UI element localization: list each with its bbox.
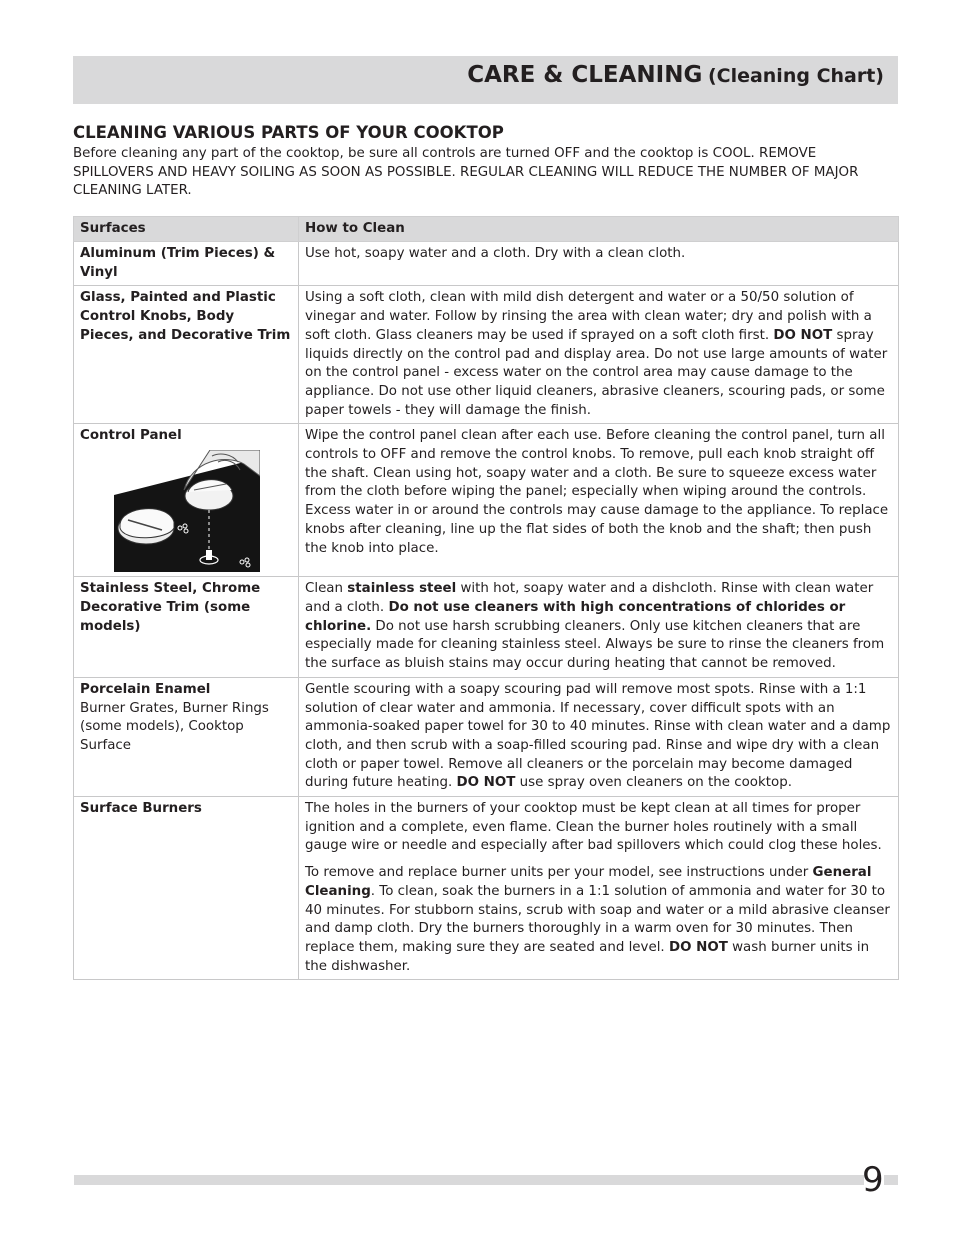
text-run: Do not use harsh scrubbing cleaners. Only use kitchen cleaners that are especially made for cleaning stainless steel. Always be sure to rinse the cleaners from the surface as bluish stains may occur during heating that cannot be removed. (305, 618, 885, 672)
how-to-clean-cell (299, 677, 899, 796)
paragraph (305, 864, 892, 976)
how-to-clean-cell (299, 577, 899, 678)
surface-sublabel: Burner Grates, Burner Rings (some models), Cooktop Surface (80, 700, 269, 753)
table-row (74, 286, 899, 424)
page-number: 9 (862, 1160, 884, 1200)
warning-text: Do not use cleaners with high concentrations of chlorides or chlorine. (305, 600, 846, 634)
table-row (74, 424, 899, 577)
table-header-row (74, 217, 899, 242)
text-run: use spray oven cleaners on the cooktop. (519, 775, 792, 791)
emphasis-text: stainless steel (347, 581, 457, 597)
page-title (467, 62, 884, 88)
page-title-main: CARE & CLEANING (467, 62, 703, 88)
surface-label: Control Panel (80, 428, 182, 444)
footer-bar (74, 1175, 864, 1185)
warning-text: DO NOT (773, 327, 833, 343)
intro-paragraph: Before cleaning any part of the cooktop, be sure all controls are turned OFF and the cooktop is COOL. REMOVE SPILLOVERS AND HEAVY SOILING AS SOON AS POSSIBLE. REGULAR CLEANING WILL REDUCE THE NUMBER OF MAJOR CLEANING LATER. (73, 146, 859, 199)
warning-text: DO NOT (456, 775, 516, 791)
cross-reference: General Cleaning (305, 865, 872, 899)
how-to-clean-cell (299, 797, 899, 980)
footer-bar-end (884, 1175, 898, 1185)
surface-cell: Glass, Painted and Plastic Control Knobs, Body Pieces, and Decorative Trim (74, 286, 299, 424)
page-title-sub: (Cleaning Chart) (707, 65, 884, 87)
surface-cell (74, 677, 299, 796)
header-bar (73, 56, 898, 104)
column-header-how-to-clean: How to Clean (299, 217, 899, 242)
section-title: CLEANING VARIOUS PARTS OF YOUR COOKTOP (73, 123, 504, 142)
text-run: wash burner units in the dishwasher. (305, 939, 870, 974)
text-run: . To clean, soak the burners in a 1:1 solution of ammonia and water for 30 to 40 minutes. For stubborn stains, scrub with soap and water or a mild abrasive cleanser and damp cloth. Dry the burners thoroughly in a warm oven for 30 minutes. Then replace them, making sure they are seated and level. (305, 883, 890, 955)
how-to-clean-cell (299, 286, 899, 424)
surface-cell: Aluminum (Trim Pieces) & Vinyl (74, 242, 299, 286)
surface-cell: Surface Burners (74, 797, 299, 980)
surface-cell (74, 424, 299, 577)
text-run: To remove and replace burner units per your model, see instructions under (305, 865, 809, 881)
text-run: Using a soft cloth, clean with mild dish detergent and water or a 50/50 solution of vinegar and water. Follow by rinsing the area with clean water; dry and polish with a soft cloth. Glass cleaners may be used if sprayed on a soft cloth first. (305, 290, 872, 343)
text-run: Gentle scouring with a soapy scouring pad will remove most spots. Rinse with a 1:1 solution of clear water and ammonia. If necessary, cover difficult spots with an ammonia-soaked paper towel for 30 to 40 minutes. Rinse with clean water and a damp cloth, and then scrub with a soap-filled scouring pad. Rinse and wipe dry with a clean cloth or paper towel. Remove all cleaners or the porcelain may become damaged during future heating. (305, 681, 891, 791)
surface-label: Porcelain Enamel (80, 681, 211, 697)
text-run: Clean (305, 581, 344, 597)
how-to-clean-cell: Use hot, soapy water and a cloth. Dry with a clean cloth. (299, 242, 899, 286)
how-to-clean-cell: Wipe the control panel clean after each use. Before cleaning the control panel, turn all controls to OFF and remove the control knobs. To remove, pull each knob straight off the shaft. Clean using hot, soapy water and a cloth. Be sure to squeeze excess water from the cloth before wiping the panel; especially when wiping around the controls. Excess water in or around the controls may cause damage to the appliance. To replace knobs after cleaning, line up the flat sides of both the knob and the shaft; then push the knob into place. (299, 424, 899, 577)
text-run: with hot, soapy water and a dishcloth. Rinse with clean water and a cloth. (305, 581, 874, 616)
column-header-surfaces: Surfaces (74, 217, 299, 242)
text-run: spray liquids directly on the control pad and display area. Do not use large amounts of water on the control panel - excess water on the control area may cause damage to the appliance. Do not use other liquid cleaners, abrasive cleaners, scouring pads, or some paper towels - they will damage the finish. (305, 327, 888, 418)
warning-text: DO NOT (668, 939, 728, 955)
control-knob-removal-illustration (114, 450, 260, 572)
paragraph: The holes in the burners of your cooktop must be kept clean at all times for proper ignition and a complete, even flame. Clean the burner holes routinely with a small gauge wire or needle and especially after bad spillovers which could clog these holes. (305, 801, 882, 854)
cleaning-chart-table (73, 216, 899, 980)
table-row (74, 577, 899, 678)
table-row (74, 242, 899, 286)
table-row (74, 797, 899, 980)
table-row (74, 677, 899, 796)
surface-cell: Stainless Steel, Chrome Decorative Trim (some models) (74, 577, 299, 678)
